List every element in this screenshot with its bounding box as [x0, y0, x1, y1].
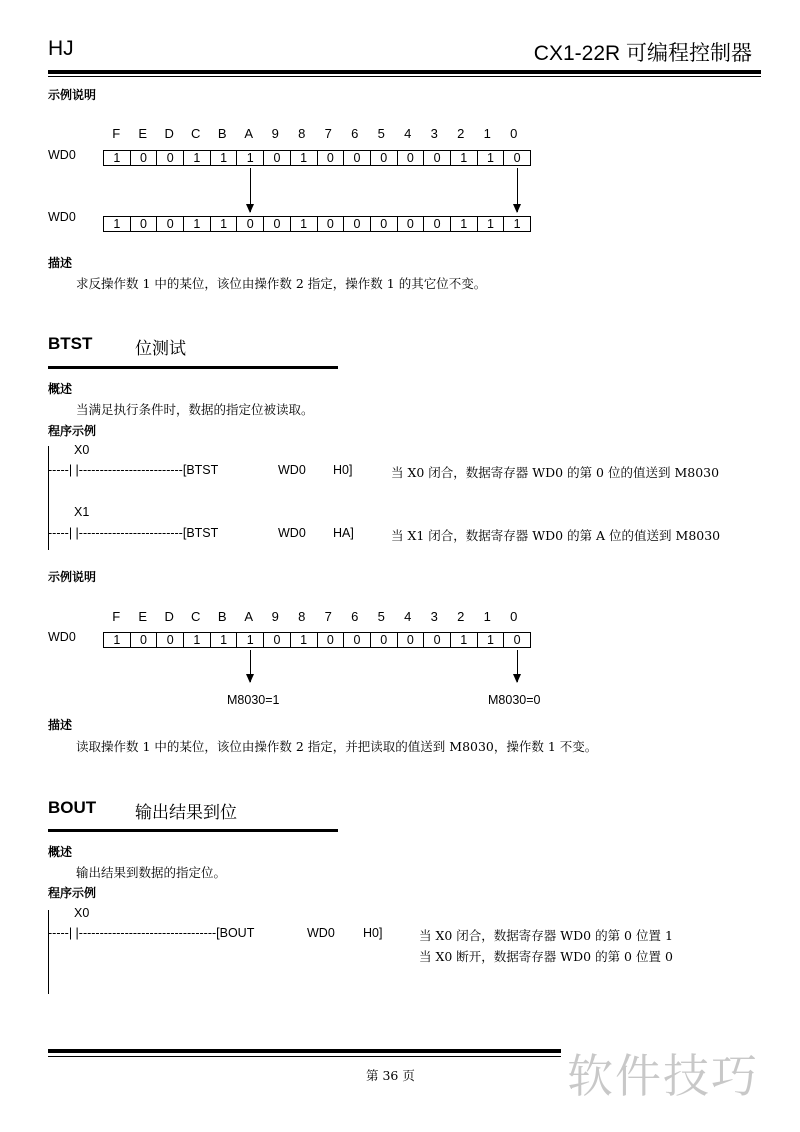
page-number: 第 36 页 [366, 1068, 415, 1083]
arrow-bit-0 [517, 650, 518, 682]
description-label: 描述 [48, 718, 73, 732]
section-code: BTST [48, 334, 93, 353]
bit-row-after: 1 0 0 1 1 0 0 1 0 0 0 0 0 1 1 1 [103, 216, 531, 232]
ladder-rail [48, 910, 49, 994]
register-label: WD0 [48, 630, 76, 644]
overview-text: 当满足执行条件时，数据的指定位被读取。 [76, 402, 314, 417]
header-title: CX1-22R 可编程控制器 [533, 42, 752, 65]
operand-1: WD0 [307, 926, 335, 940]
ladder-rung: -----| |---------------------------------[BOUT [48, 926, 255, 940]
operand-2: H0] [363, 926, 383, 940]
arrow-bit-0 [517, 168, 518, 212]
ladder-rung: -----| |-------------------------[BTST [48, 526, 219, 540]
contact-label: X0 [74, 443, 90, 457]
overview-label: 概述 [48, 382, 73, 396]
program-example-label: 程序示例 [48, 886, 97, 900]
header-left: HJ [48, 37, 74, 60]
rung-comment: 当 X0 闭合，数据寄存器 WD0 的第 0 位置 1 [419, 928, 673, 943]
description-text: 求反操作数 1 中的某位，该位由操作数 2 指定，操作数 1 的其它位不变。 [76, 276, 487, 291]
section-title: 输出结果到位 [135, 803, 237, 823]
ladder-rung: -----| |-------------------------[BTST [48, 463, 219, 477]
watermark: 软件技巧 [567, 1049, 759, 1103]
header-rule [48, 70, 761, 74]
rung-comment: 当 X1 闭合，数据寄存器 WD0 的第 A 位的值送到 M8030 [391, 528, 721, 543]
arrow-bit-a [250, 168, 251, 212]
contact-label: X1 [74, 505, 90, 519]
arrow-bit-a [250, 650, 251, 682]
rung-comment: 当 X0 闭合，数据寄存器 WD0 的第 0 位的值送到 M8030 [391, 465, 720, 480]
program-example-label: 程序示例 [48, 424, 97, 438]
hex-labels-2: F E D C B A 9 8 7 6 5 4 3 2 1 0 [112, 609, 518, 624]
section-rule [48, 829, 338, 832]
operand-2: H0] [333, 463, 353, 477]
example-label: 示例说明 [48, 88, 97, 102]
example-label: 示例说明 [48, 570, 97, 584]
description-text: 读取操作数 1 中的某位，该位由操作数 2 指定，并把读取的值送到 M8030，操作数 1 不变。 [76, 739, 598, 754]
bit-row-before: 1 0 0 1 1 1 0 1 0 0 0 0 0 1 1 0 [103, 150, 531, 166]
footer-rule [48, 1049, 561, 1053]
section-rule [48, 366, 338, 369]
contact-label: X0 [74, 906, 90, 920]
hex-labels-1: F E D C B A 9 8 7 6 5 4 3 2 1 0 [112, 126, 518, 141]
header-rule-thin [48, 76, 761, 77]
section-title: 位测试 [135, 339, 186, 359]
operand-1: WD0 [278, 463, 306, 477]
description-label: 描述 [48, 256, 73, 270]
overview-text: 输出结果到数据的指定位。 [76, 865, 227, 880]
register-label: WD0 [48, 210, 76, 224]
result-0: M8030=0 [488, 693, 541, 707]
operand-1: WD0 [278, 526, 306, 540]
result-a: M8030=1 [227, 693, 280, 707]
footer-rule-thin [48, 1056, 561, 1057]
rung-comment: 当 X0 断开，数据寄存器 WD0 的第 0 位置 0 [419, 949, 673, 964]
section-code: BOUT [48, 798, 97, 817]
overview-label: 概述 [48, 845, 73, 859]
operand-2: HA] [333, 526, 354, 540]
bit-row: 1 0 0 1 1 1 0 1 0 0 0 0 0 1 1 0 [103, 632, 531, 648]
register-label: WD0 [48, 148, 76, 162]
